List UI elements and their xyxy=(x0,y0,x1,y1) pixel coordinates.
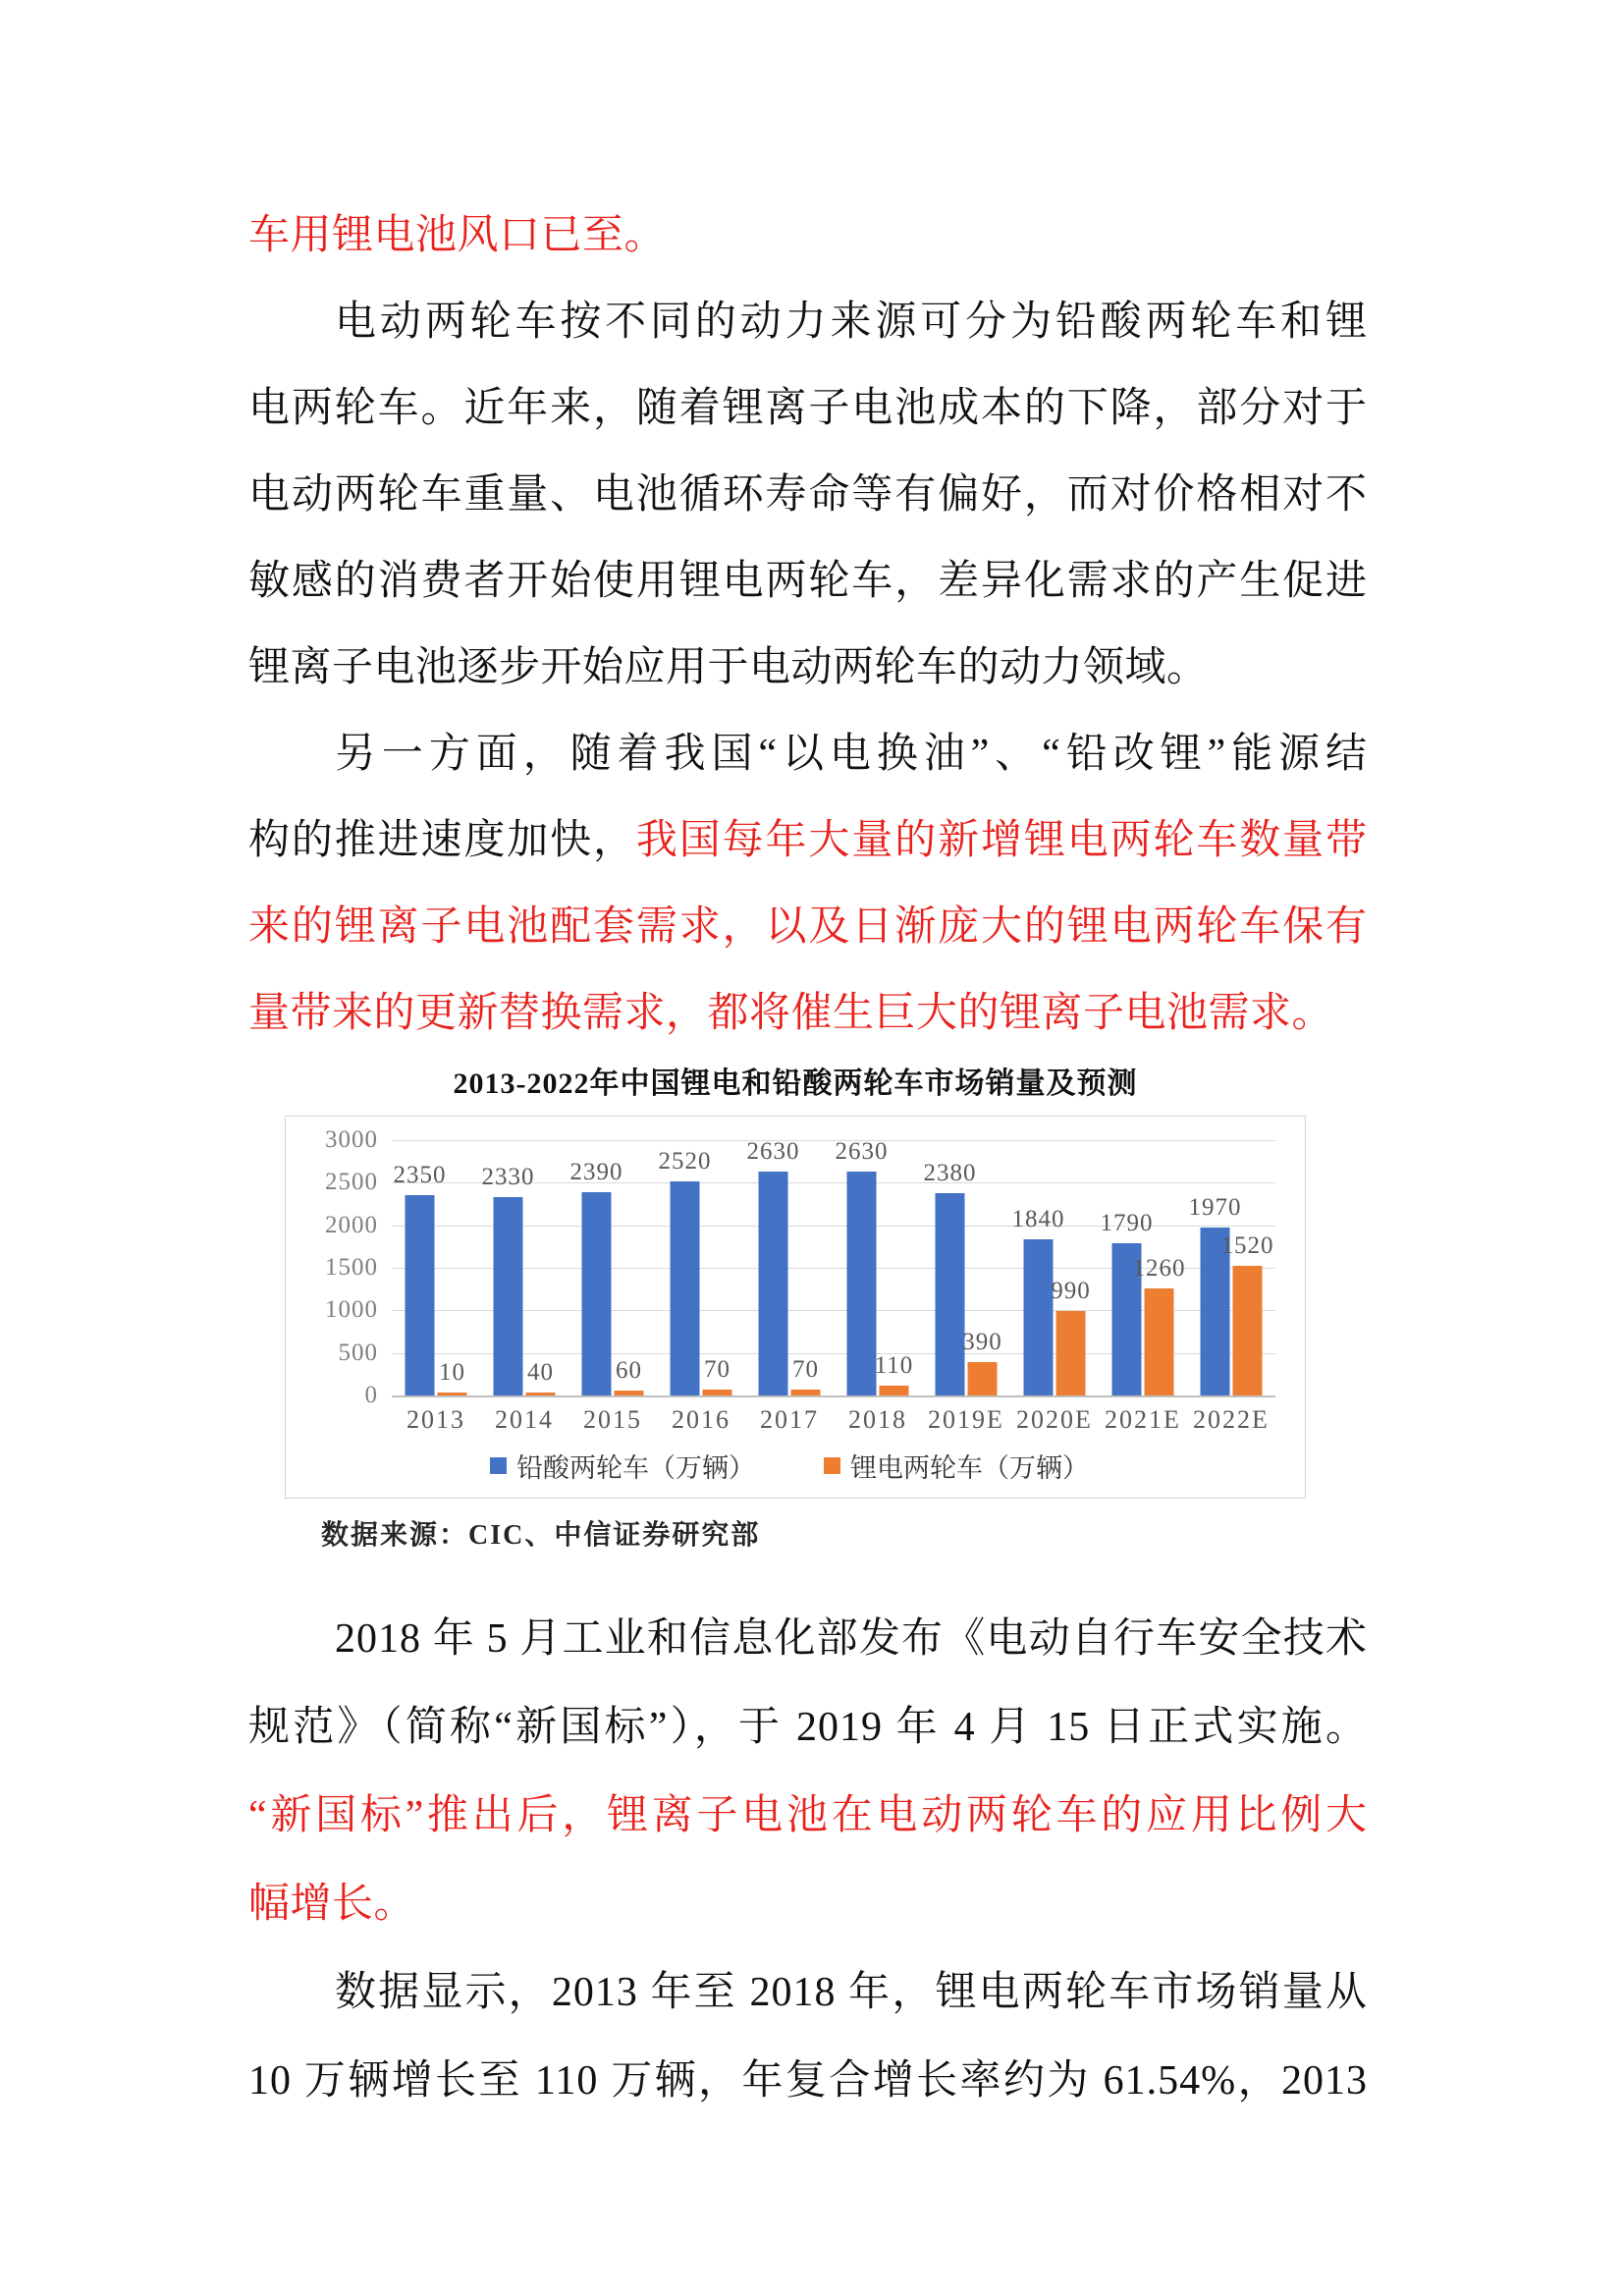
bar-value-label: 990 xyxy=(1051,1278,1091,1305)
bar-value-label: 70 xyxy=(792,1355,819,1383)
y-tick-label: 1500 xyxy=(325,1254,378,1281)
category-slot-2016 xyxy=(657,1140,745,1395)
body-text: 电动两轮车按不同的动力来源可分为铅酸两轮车和锂 xyxy=(335,300,1368,345)
legend-label: 铅酸两轮车（万辆） xyxy=(516,1452,755,1483)
category-slot-2022E xyxy=(1187,1140,1275,1395)
text-line xyxy=(248,538,1368,625)
chart-legend xyxy=(303,1443,1275,1488)
highlighted-text: 来的锂离子电池配套需求，以及日渐庞大的锂电两轮车保有 xyxy=(248,904,1368,950)
body-text: 锂离子电池逐步开始应用于电动两轮车的动力领域。 xyxy=(248,645,1209,690)
bar-铅酸两轮车（万辆）-2013 xyxy=(393,1162,447,1395)
bar-锂电两轮车（万辆）-2020E xyxy=(1051,1278,1091,1395)
x-tick-label: 2016 xyxy=(672,1405,730,1434)
category-slot-2019E xyxy=(922,1140,1010,1395)
bar-value-label: 110 xyxy=(874,1352,914,1380)
text-line xyxy=(248,2037,1368,2125)
highlighted-text: 我国每年大量的新增锂电两轮车数量带 xyxy=(635,818,1368,863)
category-slot-2018 xyxy=(834,1140,922,1395)
bar-pair xyxy=(923,1159,1002,1395)
bar-value-label: 2350 xyxy=(393,1162,447,1189)
legend-item xyxy=(490,1447,755,1485)
category-slot-2015 xyxy=(568,1140,657,1395)
text-line xyxy=(248,1595,1368,1683)
legend-item xyxy=(824,1447,1089,1485)
bar-锂电两轮车（万辆）-2021E xyxy=(1132,1254,1186,1395)
bar-pair xyxy=(746,1138,821,1395)
legend-label: 锂电两轮车（万辆） xyxy=(850,1452,1089,1483)
bar-锂电两轮车（万辆）-2022E xyxy=(1220,1232,1274,1395)
text-line xyxy=(248,365,1368,452)
bar-锂电两轮车（万辆）-2017 xyxy=(791,1355,821,1395)
bar-锂电两轮车（万辆）-2013 xyxy=(438,1359,467,1395)
y-tick-label: 2500 xyxy=(325,1169,378,1196)
bar-pair xyxy=(569,1158,644,1395)
bar-pair xyxy=(481,1164,556,1395)
text-line xyxy=(248,711,1368,797)
bar-value-label: 1520 xyxy=(1220,1232,1274,1260)
bar-value-label: 1840 xyxy=(1011,1205,1065,1232)
highlighted-text: “新国标”推出后，锂离子电池在电动两轮车的应用比例大 xyxy=(248,1793,1368,1838)
x-axis xyxy=(392,1397,1275,1443)
x-tick-label: 2021E xyxy=(1105,1405,1181,1434)
body-text: 电动两轮车重量、电池循环寿命等有偏好，而对价格相对不 xyxy=(248,472,1368,518)
text-line xyxy=(248,970,1368,1057)
category-slot-2021E xyxy=(1099,1140,1187,1395)
bar-铅酸两轮车（万辆）-2016 xyxy=(658,1147,712,1395)
body-text: 构的推进速度加快， xyxy=(248,818,636,863)
x-tick-label: 2022E xyxy=(1193,1405,1270,1434)
bar-value-label: 2630 xyxy=(746,1138,800,1166)
bar-value-label: 1260 xyxy=(1132,1254,1186,1282)
category-slot-2020E xyxy=(1010,1140,1099,1395)
text-line xyxy=(248,452,1368,538)
text-line xyxy=(248,1683,1368,1772)
x-tick-label: 2018 xyxy=(848,1405,907,1434)
bar-value-label: 2630 xyxy=(835,1138,889,1166)
bar-pair xyxy=(835,1138,914,1395)
plot-row xyxy=(303,1126,1275,1408)
bar-value-label: 60 xyxy=(616,1356,642,1384)
x-tick-label: 2019E xyxy=(928,1405,1004,1434)
highlighted-text: 幅增长。 xyxy=(248,1882,416,1927)
y-tick-label: 2000 xyxy=(325,1211,378,1238)
bar-锂电两轮车（万辆）-2016 xyxy=(703,1355,732,1395)
body-text: 另一方面，随着我国“以电换油”、“铅改锂”能源结 xyxy=(335,732,1368,777)
paragraphs-before-chart xyxy=(248,192,1368,1057)
bar-value-label: 2330 xyxy=(481,1164,535,1191)
bar-pair xyxy=(393,1162,467,1395)
paragraphs-after-chart xyxy=(248,1595,1368,2125)
bar-pair xyxy=(1100,1209,1186,1395)
body-text: 2018 年 5 月工业和信息化部发布《电动自行车安全技术 xyxy=(335,1616,1368,1662)
body-text: 敏感的消费者开始使用锂电两轮车，差异化需求的产生促进 xyxy=(248,559,1368,604)
text-line xyxy=(248,1772,1368,1860)
text-line xyxy=(248,884,1368,970)
bar-锂电两轮车（万辆）-2015 xyxy=(615,1356,644,1395)
bar-pair xyxy=(1011,1205,1091,1395)
body-text: 电两轮车。近年来，随着锂离子电池成本的下降，部分对于 xyxy=(248,386,1368,431)
x-tick-label: 2017 xyxy=(760,1405,819,1434)
highlighted-text: 量带来的更新替换需求，都将催生巨大的锂离子电池需求。 xyxy=(248,991,1334,1036)
bar-value-label: 2380 xyxy=(923,1159,977,1186)
bar-value-label: 70 xyxy=(704,1355,730,1383)
legend-swatch-icon xyxy=(824,1457,840,1474)
bar-pair xyxy=(658,1147,732,1395)
bar-pair xyxy=(1188,1194,1274,1395)
y-tick-label: 3000 xyxy=(325,1126,378,1153)
x-tick-label: 2015 xyxy=(583,1405,642,1434)
bar-value-label: 1790 xyxy=(1100,1209,1154,1236)
highlighted-text: 车用锂电池风口已至。 xyxy=(248,213,667,258)
bar-铅酸两轮车（万辆）-2017 xyxy=(746,1138,800,1395)
bar-锂电两轮车（万辆）-2014 xyxy=(526,1358,556,1395)
text-line xyxy=(248,1860,1368,1948)
bar-value-label: 10 xyxy=(439,1359,465,1386)
bar-value-label: 2390 xyxy=(569,1158,623,1185)
text-line xyxy=(248,625,1368,711)
chart-title: 2013-2022年中国锂电和铅酸两轮车市场销量及预测 xyxy=(453,1067,1138,1100)
x-tick-label: 2014 xyxy=(495,1405,554,1434)
bar-铅酸两轮车（万辆）-2014 xyxy=(481,1164,535,1395)
x-tick-label: 2013 xyxy=(406,1405,465,1434)
body-text: 10 万辆增长至 110 万辆，年复合增长率约为 61.54%，2013 xyxy=(248,2058,1368,2104)
text-line xyxy=(248,797,1368,884)
x-tick-label: 2020E xyxy=(1016,1405,1093,1434)
y-axis xyxy=(303,1126,392,1408)
category-slot-2013 xyxy=(392,1140,480,1395)
plot-area xyxy=(392,1140,1275,1397)
bar-铅酸两轮车（万辆）-2018 xyxy=(835,1138,889,1395)
body-text: 规范》（简称“新国标”），于 2019 年 4 月 15 日正式实施。 xyxy=(248,1705,1368,1750)
bar-value-label: 390 xyxy=(962,1329,1002,1356)
chart-source: 数据来源：CIC、中信证券研究部 xyxy=(321,1520,761,1551)
bar-铅酸两轮车（万辆）-2019E xyxy=(923,1159,977,1395)
bar-锂电两轮车（万辆）-2018 xyxy=(874,1352,914,1395)
chart-canvas xyxy=(285,1116,1306,1499)
bar-铅酸两轮车（万辆）-2020E xyxy=(1011,1205,1065,1395)
text-line xyxy=(248,192,1368,279)
bar-value-label: 1970 xyxy=(1188,1194,1242,1222)
category-slot-2017 xyxy=(745,1140,834,1395)
y-tick-label: 1000 xyxy=(325,1296,378,1324)
y-tick-label: 500 xyxy=(338,1339,378,1366)
y-tick-label: 0 xyxy=(364,1382,378,1408)
text-line xyxy=(248,279,1368,365)
legend-swatch-icon xyxy=(490,1457,507,1474)
bar-value-label: 2520 xyxy=(658,1147,712,1175)
bar-value-label: 40 xyxy=(527,1358,554,1386)
body-text: 数据显示，2013 年至 2018 年，锂电两轮车市场销量从 xyxy=(335,1970,1368,2015)
bar-铅酸两轮车（万辆）-2015 xyxy=(569,1158,623,1395)
chart xyxy=(285,1057,1306,1556)
bar-锂电两轮车（万辆）-2019E xyxy=(962,1329,1002,1395)
category-slot-2014 xyxy=(480,1140,568,1395)
text-line xyxy=(248,1948,1368,2037)
